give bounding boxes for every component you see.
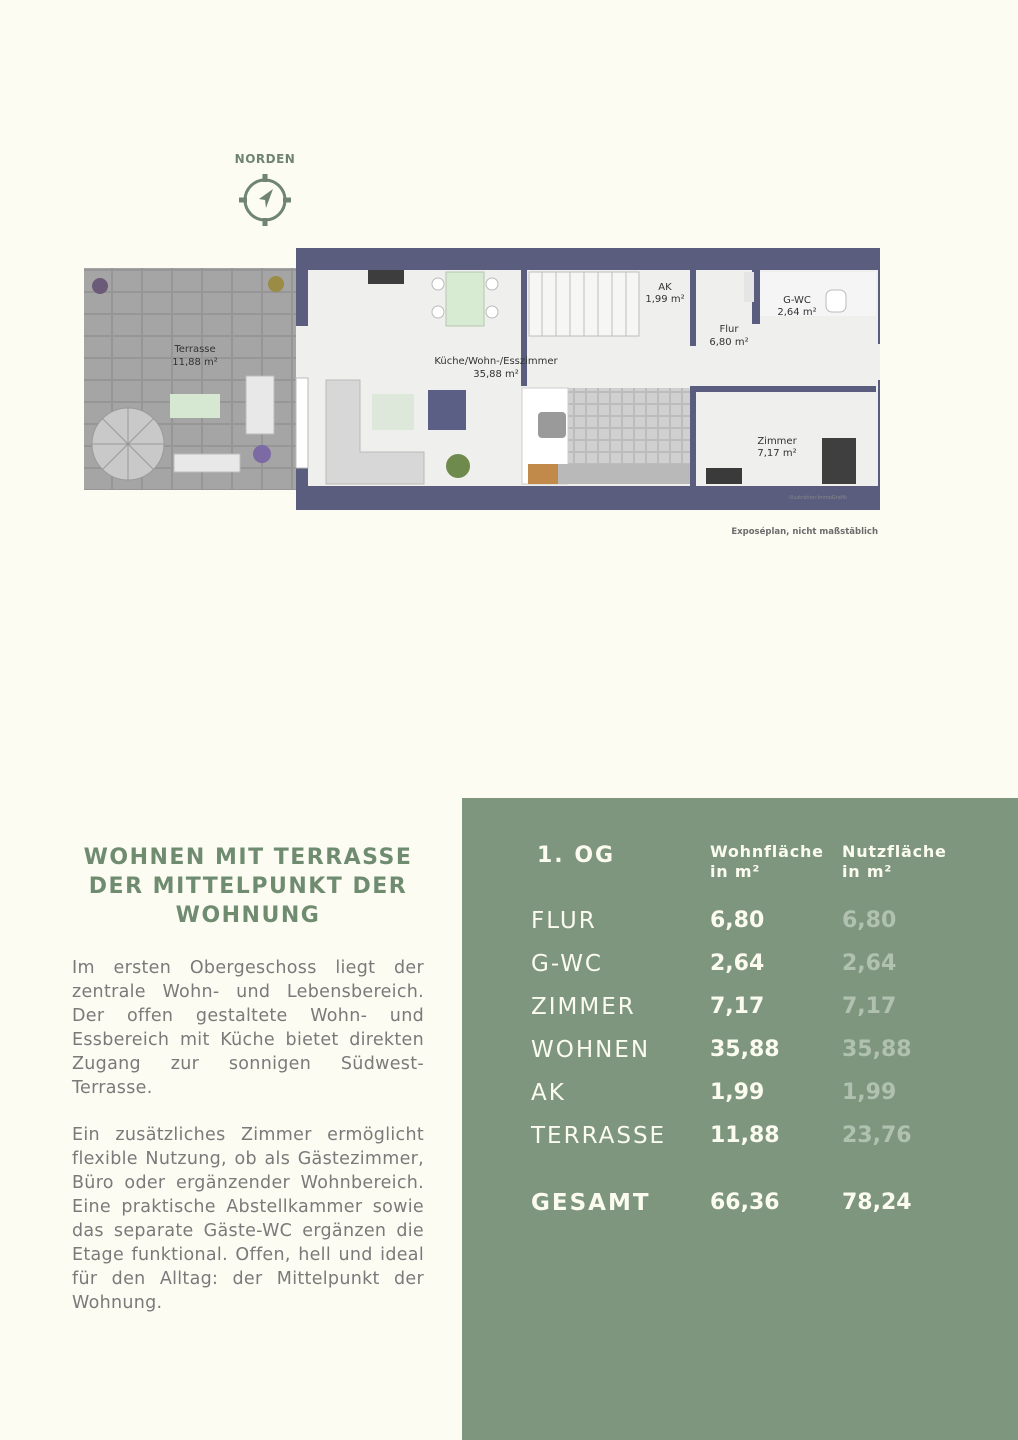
- row-wohnflaeche: 11,88: [710, 1123, 780, 1148]
- row-label: TERRASSE: [531, 1123, 667, 1149]
- row-nutzflaeche: 6,80: [842, 908, 897, 933]
- room-area-ak: 1,99 m²: [645, 294, 685, 305]
- table-row: [462, 951, 1018, 991]
- plan-credit: Illustration:ImmoGrafik: [789, 495, 847, 501]
- compass-icon: [237, 172, 293, 228]
- room-label-gwc: G-WC: [783, 295, 811, 306]
- total-wohnflaeche: 66,36: [710, 1190, 780, 1215]
- total-label: GESAMT: [531, 1190, 651, 1216]
- room-area-gwc: 2,64 m²: [777, 307, 817, 318]
- plan-note: Exposéplan, nicht maßstäblich: [731, 527, 878, 537]
- staircase: [529, 272, 639, 336]
- row-nutzflaeche: 1,99: [842, 1080, 897, 1105]
- room-label-ak: AK: [658, 282, 672, 293]
- row-nutzflaeche: 35,88: [842, 1037, 912, 1062]
- row-wohnflaeche: 35,88: [710, 1037, 780, 1062]
- room-label-flur: Flur: [719, 324, 739, 335]
- row-wohnflaeche: 7,17: [710, 994, 765, 1019]
- floor-label: 1. OG: [537, 843, 616, 868]
- row-label: WOHNEN: [531, 1037, 651, 1063]
- row-nutzflaeche: 7,17: [842, 994, 897, 1019]
- table-row: [462, 994, 1018, 1034]
- north-indicator: [210, 152, 320, 228]
- table-row: [462, 908, 1018, 948]
- description-paragraph-2: Ein zusätzliches Zimmer ermöglicht flexible Nutzung, ob als Gästezimmer, Büro oder ergänzender Wohnbereich. Eine praktische Abstellkammer sowie das separate Gäste-WC ergänzen die Etage funktional. Offen, hell und ideal für den Alltag: der Mittelpunkt der Wohnung.: [72, 1125, 424, 1313]
- room-area-wohnen: 35,88 m²: [473, 369, 519, 380]
- col1-line2: in m²: [710, 862, 761, 881]
- heading-line-3: WOHNUNG: [175, 903, 321, 928]
- col2-line2: in m²: [842, 862, 893, 881]
- row-wohnflaeche: 2,64: [710, 951, 765, 976]
- table-row: [462, 1080, 1018, 1120]
- description-paragraph-1: Im ersten Obergeschoss liegt der zentrale Wohn- und Lebensbereich. Der offen gestaltete Wohn- und Essbereich mit Küche bietet direkten Zugang zur sonnigen Südwest-Terrasse.: [72, 958, 424, 1098]
- area-table-panel: [462, 798, 1018, 1440]
- row-label: AK: [531, 1080, 566, 1106]
- col1-line1: Wohnfläche: [710, 842, 824, 861]
- row-label: ZIMMER: [531, 994, 636, 1020]
- floor-plan: [82, 248, 882, 510]
- heading-line-1: WOHNEN MIT TERRASSE: [83, 845, 413, 870]
- table-row: [462, 1123, 1018, 1163]
- room-area-zimmer: 7,17 m²: [757, 448, 797, 459]
- table-total-row: [462, 1190, 1018, 1230]
- total-nutzflaeche: 78,24: [842, 1190, 912, 1215]
- col-header-wohnflaeche: [710, 842, 824, 882]
- row-wohnflaeche: 6,80: [710, 908, 765, 933]
- col2-line1: Nutzfläche: [842, 842, 947, 861]
- north-label: NORDEN: [234, 152, 296, 166]
- room-label-wohnen: Küche/Wohn-/Esszimmer: [434, 356, 558, 367]
- table-row: [462, 1037, 1018, 1077]
- row-nutzflaeche: 2,64: [842, 951, 897, 976]
- room-label-zimmer: Zimmer: [757, 436, 797, 447]
- section-heading: [72, 843, 424, 930]
- row-nutzflaeche: 23,76: [842, 1123, 912, 1148]
- room-area-terrasse: 11,88 m²: [172, 357, 218, 368]
- col-header-nutzflaeche: [842, 842, 947, 882]
- room-label-terrasse: Terrasse: [174, 344, 216, 355]
- heading-line-2: DER MITTELPUNKT DER: [88, 874, 408, 899]
- row-wohnflaeche: 1,99: [710, 1080, 765, 1105]
- room-area-flur: 6,80 m²: [709, 337, 749, 348]
- row-label: G-WC: [531, 951, 603, 977]
- row-label: FLUR: [531, 908, 597, 934]
